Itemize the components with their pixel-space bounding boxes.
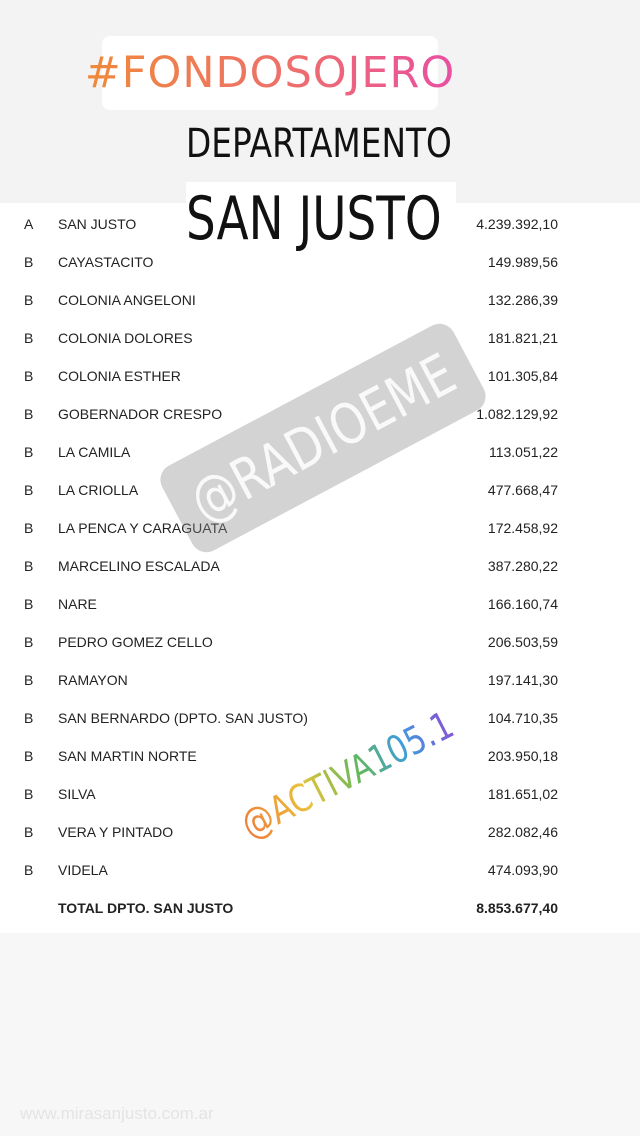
row-locality: LA CAMILA <box>58 444 131 460</box>
row-amount: 474.093,90 <box>487 862 558 878</box>
row-category: B <box>24 330 34 346</box>
table-row <box>0 699 640 737</box>
row-category: B <box>24 520 34 536</box>
activa-sticker-text: @ACTIVA105.1 <box>233 702 461 848</box>
table-row <box>0 585 640 623</box>
table-row <box>0 547 640 585</box>
row-amount: 181.651,02 <box>487 786 558 802</box>
row-locality: VIDELA <box>58 862 108 878</box>
row-locality: LA PENCA Y CARAGUATA <box>58 520 228 536</box>
row-category: B <box>24 558 34 574</box>
row-amount: 387.280,22 <box>487 558 558 574</box>
row-category: B <box>24 672 34 688</box>
row-locality: LA CRIOLLA <box>58 482 139 498</box>
row-amount: 197.141,30 <box>487 672 558 688</box>
row-amount: 149.989,56 <box>487 254 558 270</box>
row-category: B <box>24 862 34 878</box>
row-amount: 113.051,22 <box>488 444 558 460</box>
row-amount: 132.286,39 <box>487 292 558 308</box>
row-locality: VERA Y PINTADO <box>58 824 174 840</box>
row-amount: 172.458,92 <box>487 520 558 536</box>
row-locality: CAYASTACITO <box>58 254 154 270</box>
row-locality: RAMAYON <box>58 672 128 688</box>
row-category: B <box>24 710 34 726</box>
site-watermark: www.mirasanjusto.com.ar <box>20 1104 214 1123</box>
row-locality: COLONIA DOLORES <box>58 330 193 346</box>
hashtag-text: #FONDOSOJERO <box>84 48 456 98</box>
row-category: B <box>24 786 34 802</box>
table-row <box>0 813 640 851</box>
row-amount: 477.668,47 <box>487 482 558 498</box>
row-locality: SILVA <box>58 786 96 802</box>
hashtag-sticker <box>84 36 456 110</box>
row-category: B <box>24 634 34 650</box>
row-category: B <box>24 748 34 764</box>
row-category: B <box>24 444 34 460</box>
row-amount: 282.082,46 <box>487 824 558 840</box>
row-amount: 101.305,84 <box>487 368 558 384</box>
row-category: B <box>24 406 34 422</box>
row-category: A <box>24 216 34 232</box>
table-row <box>0 281 640 319</box>
row-locality: NARE <box>58 596 97 612</box>
row-amount: 4.239.392,10 <box>476 216 558 232</box>
row-amount: 166.160,74 <box>487 596 558 612</box>
row-category: B <box>24 482 34 498</box>
row-locality: COLONIA ANGELONI <box>58 292 196 308</box>
allocation-table <box>0 205 640 927</box>
table-row <box>0 509 640 547</box>
row-locality: SAN BERNARDO (DPTO. SAN JUSTO) <box>58 710 308 726</box>
row-locality: MARCELINO ESCALADA <box>58 558 220 574</box>
row-category: B <box>24 254 34 270</box>
total-label: TOTAL DPTO. SAN JUSTO <box>58 900 234 916</box>
department-name <box>186 182 456 256</box>
row-category: B <box>24 596 34 612</box>
row-amount: 1.082.129,92 <box>476 406 558 422</box>
department-name-text: SAN JUSTO <box>186 184 442 254</box>
row-locality: SAN MARTIN NORTE <box>58 748 197 764</box>
total-row <box>0 889 640 927</box>
table-row <box>0 851 640 889</box>
row-category: B <box>24 292 34 308</box>
row-locality: COLONIA ESTHER <box>58 368 181 384</box>
row-category: B <box>24 824 34 840</box>
table-row <box>0 319 640 357</box>
radioeme-watermark-text: @RADIOEME <box>179 341 467 535</box>
row-amount: 206.503,59 <box>487 634 558 650</box>
row-amount: 181.821,21 <box>487 330 558 346</box>
row-locality: SAN JUSTO <box>58 216 137 232</box>
row-amount: 203.950,18 <box>487 748 558 764</box>
row-amount: 104.710,35 <box>487 710 558 726</box>
table-row <box>0 661 640 699</box>
row-locality: GOBERNADOR CRESPO <box>58 406 223 422</box>
total-amount: 8.853.677,40 <box>476 900 558 916</box>
row-locality: PEDRO GOMEZ CELLO <box>58 634 213 650</box>
department-label: DEPARTAMENTO <box>186 121 452 167</box>
table-row <box>0 623 640 661</box>
row-category: B <box>24 368 34 384</box>
